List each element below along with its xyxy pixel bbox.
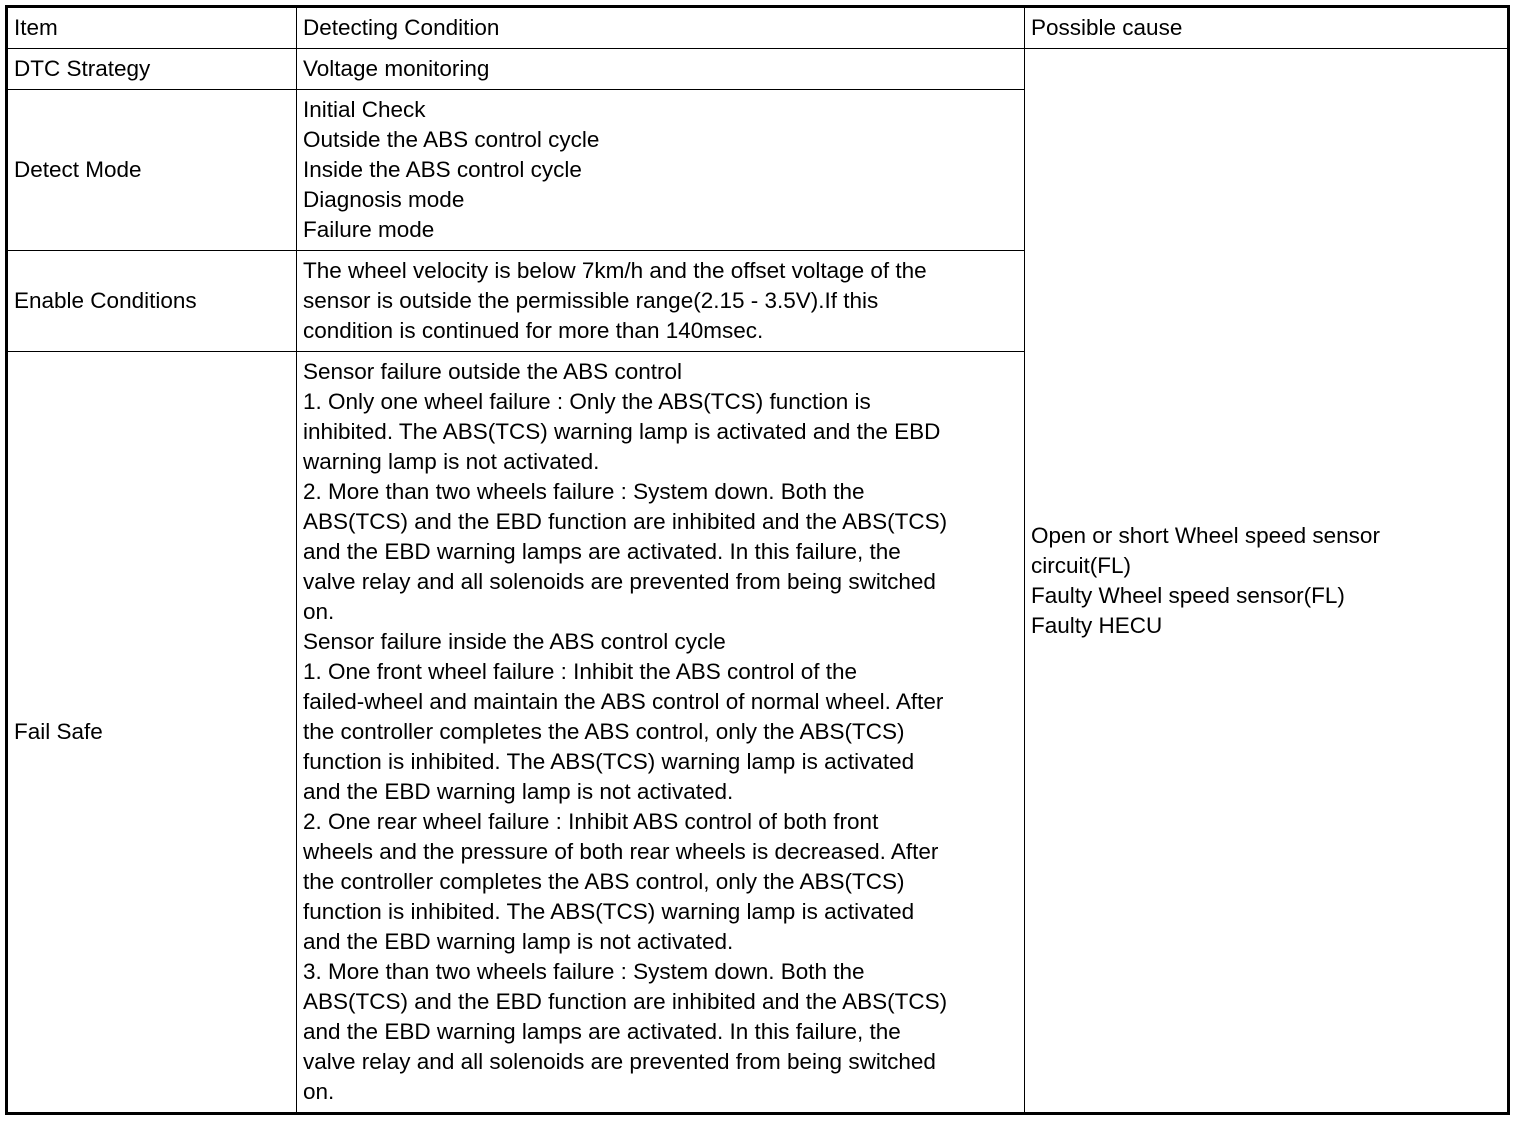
condition-line: warning lamp is not activated.: [303, 449, 600, 474]
condition-line: function is inhibited. The ABS(TCS) warning lamp is activated: [303, 749, 915, 774]
condition-line: and the EBD warning lamps are activated. In this failure, the: [303, 1019, 901, 1044]
cause-line: Faulty HECU: [1031, 612, 1163, 638]
condition-line: Diagnosis mode: [303, 187, 465, 212]
condition-line: Sensor failure outside the ABS control: [303, 359, 682, 384]
item-cell: Enable Conditions: [7, 251, 297, 352]
condition-line: wheels and the pressure of both rear wheels is decreased. After: [303, 839, 939, 864]
condition-line: Voltage monitoring: [303, 56, 490, 81]
condition-line: 2. More than two wheels failure : System down. Both the: [303, 479, 865, 504]
condition-cell: [297, 251, 1025, 352]
cause-line: Open or short Wheel speed sensor: [1031, 522, 1380, 548]
condition-line: 3. More than two wheels failure : System down. Both the: [303, 959, 865, 984]
dtc-table: [5, 5, 1510, 1115]
condition-line: 2. One rear wheel failure : Inhibit ABS control of both front: [303, 809, 879, 834]
condition-line: condition is continued for more than 140msec.: [303, 318, 764, 343]
condition-line: and the EBD warning lamp is not activated.: [303, 929, 734, 954]
cause-line: Faulty Wheel speed sensor(FL): [1031, 582, 1345, 608]
condition-line: valve relay and all solenoids are prevented from being switched: [303, 1049, 936, 1074]
condition-line: Failure mode: [303, 217, 435, 242]
condition-line: Sensor failure inside the ABS control cycle: [303, 629, 726, 654]
item-cell: Fail Safe: [7, 352, 297, 1114]
header-row: [7, 7, 1509, 49]
item-cell: DTC Strategy: [7, 49, 297, 90]
condition-line: ABS(TCS) and the EBD function are inhibited and the ABS(TCS): [303, 989, 948, 1014]
condition-line: sensor is outside the permissible range(2.15 - 3.5V).If this: [303, 288, 879, 313]
condition-line: 1. One front wheel failure : Inhibit the ABS control of the: [303, 659, 858, 684]
header-detecting-condition: Detecting Condition: [297, 7, 1025, 49]
condition-line: Outside the ABS control cycle: [303, 127, 600, 152]
condition-line: and the EBD warning lamp is not activated.: [303, 779, 734, 804]
table-row-dtc-strategy: [7, 49, 1509, 90]
condition-line: ABS(TCS) and the EBD function are inhibited and the ABS(TCS): [303, 509, 948, 534]
condition-line: and the EBD warning lamps are activated. In this failure, the: [303, 539, 901, 564]
condition-cell: [297, 49, 1025, 90]
condition-line: The wheel velocity is below 7km/h and the offset voltage of the: [303, 258, 927, 283]
condition-line: 1. Only one wheel failure : Only the ABS(TCS) function is: [303, 389, 871, 414]
cause-line: circuit(FL): [1031, 552, 1131, 578]
condition-cell: [297, 90, 1025, 251]
item-cell: Detect Mode: [7, 90, 297, 251]
possible-cause-cell: [1025, 49, 1509, 1114]
condition-line: valve relay and all solenoids are prevented from being switched: [303, 569, 936, 594]
header-possible-cause: Possible cause: [1025, 7, 1509, 49]
condition-line: inhibited. The ABS(TCS) warning lamp is activated and the EBD: [303, 419, 941, 444]
condition-cell: [297, 352, 1025, 1114]
condition-line: on.: [303, 1079, 335, 1104]
condition-line: Inside the ABS control cycle: [303, 157, 582, 182]
condition-line: function is inhibited. The ABS(TCS) warning lamp is activated: [303, 899, 915, 924]
condition-line: Initial Check: [303, 97, 426, 122]
condition-line: failed-wheel and maintain the ABS control of normal wheel. After: [303, 689, 944, 714]
header-item: Item: [7, 7, 297, 49]
condition-line: on.: [303, 599, 335, 624]
condition-line: the controller completes the ABS control, only the ABS(TCS): [303, 869, 905, 894]
condition-line: the controller completes the ABS control, only the ABS(TCS): [303, 719, 905, 744]
